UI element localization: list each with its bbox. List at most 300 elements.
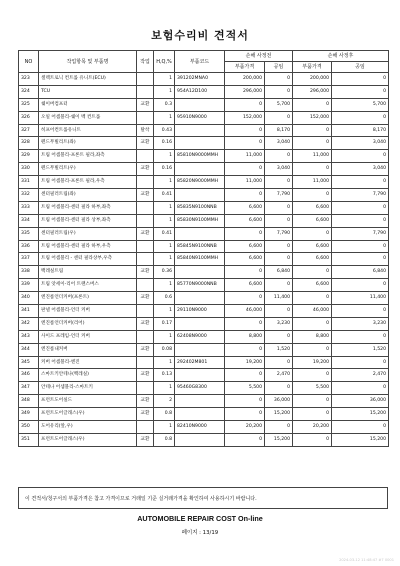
before-part-price: 0 xyxy=(225,292,265,305)
work-type: 교환 xyxy=(137,408,154,421)
after-labor: 0 xyxy=(332,240,389,253)
table-row xyxy=(19,356,389,369)
hq-value: 0.8 xyxy=(154,408,175,421)
row-no: 336 xyxy=(19,240,39,253)
work-type xyxy=(137,279,154,292)
before-labor: 0 xyxy=(265,201,293,214)
table-row xyxy=(19,163,389,176)
item-name: 셀렉트로닉 컨트롤 유니트(ECU) xyxy=(39,73,137,86)
table-row xyxy=(19,214,389,227)
before-labor: 36,000 xyxy=(265,395,293,408)
row-no: 337 xyxy=(19,253,39,266)
price-notice: 이 견적서/청구서의 부품가격은 참고 가격이므로 거래일 기준 실거래가격을 확인하여 사용하시기 바랍니다. xyxy=(18,487,388,509)
header-before: 손해 사정전 xyxy=(225,51,293,62)
part-code xyxy=(175,408,225,421)
row-no: 341 xyxy=(19,305,39,318)
before-part-price: 0 xyxy=(225,98,265,111)
after-part-price: 6,600 xyxy=(293,279,332,292)
before-labor: 0 xyxy=(265,85,293,98)
before-part-price: 296,000 xyxy=(225,85,265,98)
after-part-price: 11,000 xyxy=(293,176,332,189)
row-no: 327 xyxy=(19,124,39,137)
row-no: 348 xyxy=(19,395,39,408)
row-no: 323 xyxy=(19,73,39,86)
after-labor: 36,000 xyxy=(332,395,389,408)
before-part-price: 0 xyxy=(225,408,265,421)
before-part-price: 46,000 xyxy=(225,305,265,318)
after-labor: 0 xyxy=(332,73,389,86)
after-part-price: 0 xyxy=(293,163,332,176)
part-code xyxy=(175,98,225,111)
work-type xyxy=(137,85,154,98)
after-labor: 5,700 xyxy=(332,98,389,111)
hq-value: 1 xyxy=(154,201,175,214)
after-labor: 3,040 xyxy=(332,137,389,150)
item-name: 히프어컨트롤유니트 xyxy=(39,124,137,137)
part-code xyxy=(175,266,225,279)
work-type: 교환 xyxy=(137,292,154,305)
after-part-price: 0 xyxy=(293,369,332,382)
table-row xyxy=(19,433,389,446)
after-labor: 0 xyxy=(332,305,389,318)
header-before-labor: 공임 xyxy=(265,62,293,73)
hq-value: 1 xyxy=(154,176,175,189)
after-part-price: 200,000 xyxy=(293,73,332,86)
part-code: 82410N9000 xyxy=(175,421,225,434)
work-type: 교환 xyxy=(137,163,154,176)
after-part-price: 5,500 xyxy=(293,382,332,395)
item-name: 트림 어셈블리-센터 필라 하부,우측 xyxy=(39,240,137,253)
part-code: 95910N9000 xyxy=(175,111,225,124)
after-labor: 0 xyxy=(332,111,389,124)
work-type xyxy=(137,305,154,318)
hq-value: 1 xyxy=(154,85,175,98)
work-type xyxy=(137,214,154,227)
row-no: 351 xyxy=(19,433,39,446)
row-no: 333 xyxy=(19,201,39,214)
before-part-price: 0 xyxy=(225,343,265,356)
work-type xyxy=(137,73,154,86)
part-code: 391202MNA0 xyxy=(175,73,225,86)
table-row xyxy=(19,343,389,356)
before-part-price: 19,200 xyxy=(225,356,265,369)
row-no: 344 xyxy=(19,343,39,356)
before-labor: 0 xyxy=(265,214,293,227)
before-labor: 7,790 xyxy=(265,227,293,240)
table-row xyxy=(19,408,389,421)
after-labor: 3,230 xyxy=(332,317,389,330)
hq-value: 0.41 xyxy=(154,227,175,240)
work-type: 교환 xyxy=(137,395,154,408)
header-no: NO xyxy=(19,51,39,73)
item-name: 펜드무빌리트(좌) xyxy=(39,137,137,150)
part-code xyxy=(175,343,225,356)
after-part-price: 0 xyxy=(293,266,332,279)
hq-value: 1 xyxy=(154,279,175,292)
item-name: 엔진룸언더커버(프론트) xyxy=(39,292,137,305)
table-row xyxy=(19,266,389,279)
part-code: 62408N9000 xyxy=(175,330,225,343)
table-row xyxy=(19,227,389,240)
footer-title: AUTOMOBILE REPAIR COST On-line xyxy=(137,514,263,523)
after-part-price: 20,200 xyxy=(293,421,332,434)
before-part-price: 0 xyxy=(225,433,265,446)
table-row xyxy=(19,111,389,124)
row-no: 325 xyxy=(19,98,39,111)
after-labor: 0 xyxy=(332,150,389,163)
before-labor: 11,400 xyxy=(265,292,293,305)
row-no: 350 xyxy=(19,421,39,434)
after-labor: 15,200 xyxy=(332,408,389,421)
before-labor: 0 xyxy=(265,111,293,124)
after-labor: 0 xyxy=(332,356,389,369)
table-row xyxy=(19,137,389,150)
table-row xyxy=(19,292,389,305)
table-row xyxy=(19,150,389,163)
part-code: 85840N9100MMH xyxy=(175,253,225,266)
before-part-price: 0 xyxy=(225,317,265,330)
before-labor: 8,170 xyxy=(265,124,293,137)
hq-value: 0.17 xyxy=(154,317,175,330)
after-part-price: 6,600 xyxy=(293,214,332,227)
after-part-price: 6,600 xyxy=(293,201,332,214)
after-labor: 6,840 xyxy=(332,266,389,279)
before-part-price: 6,600 xyxy=(225,201,265,214)
after-part-price: 0 xyxy=(293,137,332,150)
hq-value: 1 xyxy=(154,150,175,163)
before-labor: 0 xyxy=(265,356,293,369)
table-row xyxy=(19,85,389,98)
estimate-table xyxy=(18,50,389,447)
before-part-price: 0 xyxy=(225,369,265,382)
after-part-price: 8,800 xyxy=(293,330,332,343)
part-code xyxy=(175,317,225,330)
before-labor: 0 xyxy=(265,150,293,163)
part-code xyxy=(175,163,225,176)
hq-value: 0.43 xyxy=(154,124,175,137)
header-item: 작업항목 및 부품명 xyxy=(39,51,137,73)
item-name: 도어유리(앞,우) xyxy=(39,421,137,434)
hq-value: 1 xyxy=(154,421,175,434)
row-no: 335 xyxy=(19,227,39,240)
item-name: TCU xyxy=(39,85,137,98)
after-part-price: 296,000 xyxy=(293,85,332,98)
item-name: 프런트도어실드 xyxy=(39,395,137,408)
part-code xyxy=(175,227,225,240)
hq-value: 1 xyxy=(154,253,175,266)
row-no: 347 xyxy=(19,382,39,395)
table-row xyxy=(19,189,389,202)
hq-value: 1 xyxy=(154,111,175,124)
table-row xyxy=(19,98,389,111)
hq-value: 0.16 xyxy=(154,137,175,150)
item-name: 쉐이버컴프터 xyxy=(39,98,137,111)
before-part-price: 0 xyxy=(225,227,265,240)
before-labor: 3,230 xyxy=(265,317,293,330)
after-labor: 0 xyxy=(332,253,389,266)
before-part-price: 8,800 xyxy=(225,330,265,343)
work-type: 탈착 xyxy=(137,124,154,137)
before-part-price: 6,600 xyxy=(225,240,265,253)
table-row xyxy=(19,240,389,253)
table-row xyxy=(19,124,389,137)
before-part-price: 6,600 xyxy=(225,253,265,266)
item-name: 펜드무빌리트(우) xyxy=(39,163,137,176)
after-part-price: 0 xyxy=(293,227,332,240)
row-no: 345 xyxy=(19,356,39,369)
work-type xyxy=(137,111,154,124)
before-labor: 0 xyxy=(265,176,293,189)
after-labor: 7,790 xyxy=(332,227,389,240)
after-labor: 2,470 xyxy=(332,369,389,382)
item-name: 센터필러트림(우) xyxy=(39,227,137,240)
after-labor: 7,790 xyxy=(332,189,389,202)
hq-value: 0.16 xyxy=(154,163,175,176)
work-type: 교환 xyxy=(137,433,154,446)
after-labor: 0 xyxy=(332,85,389,98)
before-labor: 7,790 xyxy=(265,189,293,202)
table-row xyxy=(19,369,389,382)
hq-value: 1 xyxy=(154,330,175,343)
before-labor: 0 xyxy=(265,330,293,343)
before-part-price: 200,000 xyxy=(225,73,265,86)
row-no: 340 xyxy=(19,292,39,305)
item-name: 트림 어셈블리-프론트 필라,좌측 xyxy=(39,150,137,163)
before-part-price: 6,600 xyxy=(225,279,265,292)
item-name: 엔진룸내커버 xyxy=(39,343,137,356)
before-labor: 0 xyxy=(265,240,293,253)
work-type xyxy=(137,253,154,266)
after-part-price: 0 xyxy=(293,408,332,421)
header-after: 손해 사정후 xyxy=(293,51,389,62)
after-part-price: 0 xyxy=(293,433,332,446)
header-code: 부품코드 xyxy=(175,51,225,73)
hq-value: 0.6 xyxy=(154,292,175,305)
part-code xyxy=(175,189,225,202)
table-row xyxy=(19,330,389,343)
item-name: 엔진룸언더커버(리어) xyxy=(39,317,137,330)
item-name: 프런트도어글래스(우) xyxy=(39,433,137,446)
hq-value: 1 xyxy=(154,240,175,253)
row-no: 331 xyxy=(19,176,39,189)
item-name: 트림 어셈블리 - 센터 필라상부,우측 xyxy=(39,253,137,266)
after-labor: 0 xyxy=(332,330,389,343)
part-code: 292402M801 xyxy=(175,356,225,369)
before-part-price: 11,000 xyxy=(225,150,265,163)
before-labor: 0 xyxy=(265,73,293,86)
before-labor: 3,040 xyxy=(265,163,293,176)
hq-value: 0.08 xyxy=(154,343,175,356)
part-code: 85835N9100NNB xyxy=(175,201,225,214)
hq-value: 1 xyxy=(154,214,175,227)
before-labor: 0 xyxy=(265,279,293,292)
hq-value: 1 xyxy=(154,305,175,318)
before-part-price: 5,500 xyxy=(225,382,265,395)
header-after-part-price: 부품가격 xyxy=(293,62,332,73)
before-labor: 6,840 xyxy=(265,266,293,279)
work-type xyxy=(137,421,154,434)
hq-value: 0.41 xyxy=(154,189,175,202)
part-code: 95460G8300 xyxy=(175,382,225,395)
row-no: 334 xyxy=(19,214,39,227)
header-work: 작업 xyxy=(137,51,154,73)
after-labor: 15,200 xyxy=(332,433,389,446)
before-part-price: 0 xyxy=(225,189,265,202)
row-no: 329 xyxy=(19,150,39,163)
before-part-price: 0 xyxy=(225,395,265,408)
table-row xyxy=(19,253,389,266)
after-labor: 0 xyxy=(332,382,389,395)
table-row xyxy=(19,317,389,330)
after-part-price: 0 xyxy=(293,317,332,330)
row-no: 330 xyxy=(19,163,39,176)
before-labor: 1,520 xyxy=(265,343,293,356)
hq-value: 0.3 xyxy=(154,98,175,111)
work-type xyxy=(137,330,154,343)
item-name: 백레실트림 xyxy=(39,266,137,279)
before-labor: 15,200 xyxy=(265,408,293,421)
header-row-top xyxy=(19,51,389,62)
work-type: 교환 xyxy=(137,317,154,330)
part-code xyxy=(175,137,225,150)
work-type xyxy=(137,150,154,163)
after-part-price: 19,200 xyxy=(293,356,332,369)
table-row xyxy=(19,395,389,408)
before-labor: 15,200 xyxy=(265,433,293,446)
work-type: 교환 xyxy=(137,369,154,382)
row-no: 324 xyxy=(19,85,39,98)
before-labor: 5,700 xyxy=(265,98,293,111)
item-name: 오일 어셈블리-쉐이 벡 컨트롤 xyxy=(39,111,137,124)
work-type: 교환 xyxy=(137,227,154,240)
after-part-price: 0 xyxy=(293,98,332,111)
row-no: 326 xyxy=(19,111,39,124)
before-part-price: 0 xyxy=(225,163,265,176)
item-name: 트림 어셈블리-프론트 필라,우측 xyxy=(39,176,137,189)
before-labor: 0 xyxy=(265,253,293,266)
before-labor: 0 xyxy=(265,382,293,395)
hq-value: 1 xyxy=(154,382,175,395)
after-part-price: 46,000 xyxy=(293,305,332,318)
before-labor: 0 xyxy=(265,421,293,434)
row-no: 339 xyxy=(19,279,39,292)
after-labor: 8,170 xyxy=(332,124,389,137)
after-labor: 1,520 xyxy=(332,343,389,356)
item-name: 트림 어셈블리-센터 필라 하부,좌측 xyxy=(39,201,137,214)
table-row xyxy=(19,73,389,86)
after-labor: 3,040 xyxy=(332,163,389,176)
part-code: 85845N9100NNB xyxy=(175,240,225,253)
part-code: 85770N9000NNB xyxy=(175,279,225,292)
part-code xyxy=(175,433,225,446)
item-name: 트림 앗세이-리어 트랜스버스 xyxy=(39,279,137,292)
item-name: 센터필러트림(좌) xyxy=(39,189,137,202)
before-labor: 2,470 xyxy=(265,369,293,382)
work-type xyxy=(137,382,154,395)
before-labor: 3,040 xyxy=(265,137,293,150)
work-type: 교환 xyxy=(137,137,154,150)
after-labor: 0 xyxy=(332,176,389,189)
table-row xyxy=(19,305,389,318)
hq-value: 0.13 xyxy=(154,369,175,382)
before-part-price: 6,600 xyxy=(225,214,265,227)
work-type xyxy=(137,240,154,253)
page-number: 페이지 : 13/19 xyxy=(181,530,219,536)
work-type: 교환 xyxy=(137,266,154,279)
after-labor: 11,400 xyxy=(332,292,389,305)
part-code xyxy=(175,369,225,382)
part-code xyxy=(175,124,225,137)
table-row xyxy=(19,176,389,189)
before-part-price: 0 xyxy=(225,124,265,137)
print-stamp: 2024-03-12 11:48:47 #7 0001 xyxy=(339,558,394,562)
after-labor: 0 xyxy=(332,279,389,292)
work-type xyxy=(137,176,154,189)
item-name: 판넬 어셈블리-언더 커버 xyxy=(39,305,137,318)
before-part-price: 11,000 xyxy=(225,176,265,189)
part-code: 85830N9100MMH xyxy=(175,214,225,227)
item-name: 사이드 프레임-언더 커버 xyxy=(39,330,137,343)
table-row xyxy=(19,382,389,395)
part-code: 85810N9000MMH xyxy=(175,150,225,163)
item-name: 스마트키안테나(백레실) xyxy=(39,369,137,382)
after-part-price: 0 xyxy=(293,124,332,137)
row-no: 332 xyxy=(19,189,39,202)
work-type: 교환 xyxy=(137,98,154,111)
row-no: 342 xyxy=(19,317,39,330)
table-row xyxy=(19,201,389,214)
part-code: 85820N9000MMH xyxy=(175,176,225,189)
hq-value: 0.8 xyxy=(154,433,175,446)
after-part-price: 6,600 xyxy=(293,253,332,266)
part-code: 29110N9000 xyxy=(175,305,225,318)
row-no: 349 xyxy=(19,408,39,421)
part-code xyxy=(175,395,225,408)
before-part-price: 20,200 xyxy=(225,421,265,434)
hq-value: 1 xyxy=(154,356,175,369)
item-name: 커버 어셈블리-엔진 xyxy=(39,356,137,369)
header-before-part-price: 부품가격 xyxy=(225,62,265,73)
after-part-price: 6,600 xyxy=(293,240,332,253)
after-labor: 0 xyxy=(332,421,389,434)
table-row xyxy=(19,421,389,434)
item-name: 트림 어셈블리-센터 필라 상부,좌측 xyxy=(39,214,137,227)
row-no: 346 xyxy=(19,369,39,382)
hq-value: 1 xyxy=(154,73,175,86)
after-part-price: 0 xyxy=(293,395,332,408)
after-labor: 0 xyxy=(332,201,389,214)
row-no: 338 xyxy=(19,266,39,279)
before-labor: 0 xyxy=(265,305,293,318)
table-row xyxy=(19,279,389,292)
header-after-labor: 공임 xyxy=(332,62,389,73)
hq-value: 0.36 xyxy=(154,266,175,279)
item-name: 프런트도어글래스(우) xyxy=(39,408,137,421)
before-part-price: 0 xyxy=(225,137,265,150)
work-type: 교환 xyxy=(137,343,154,356)
row-no: 328 xyxy=(19,137,39,150)
after-labor: 0 xyxy=(332,214,389,227)
header-hq: H,Q,% xyxy=(154,51,175,73)
before-part-price: 152,000 xyxy=(225,111,265,124)
item-name: 안테나 어셈블리-스마트키 xyxy=(39,382,137,395)
work-type xyxy=(137,201,154,214)
after-part-price: 0 xyxy=(293,292,332,305)
row-no: 343 xyxy=(19,330,39,343)
work-type xyxy=(137,356,154,369)
after-part-price: 152,000 xyxy=(293,111,332,124)
page-title: 보험수리비 견적서 xyxy=(151,29,249,42)
